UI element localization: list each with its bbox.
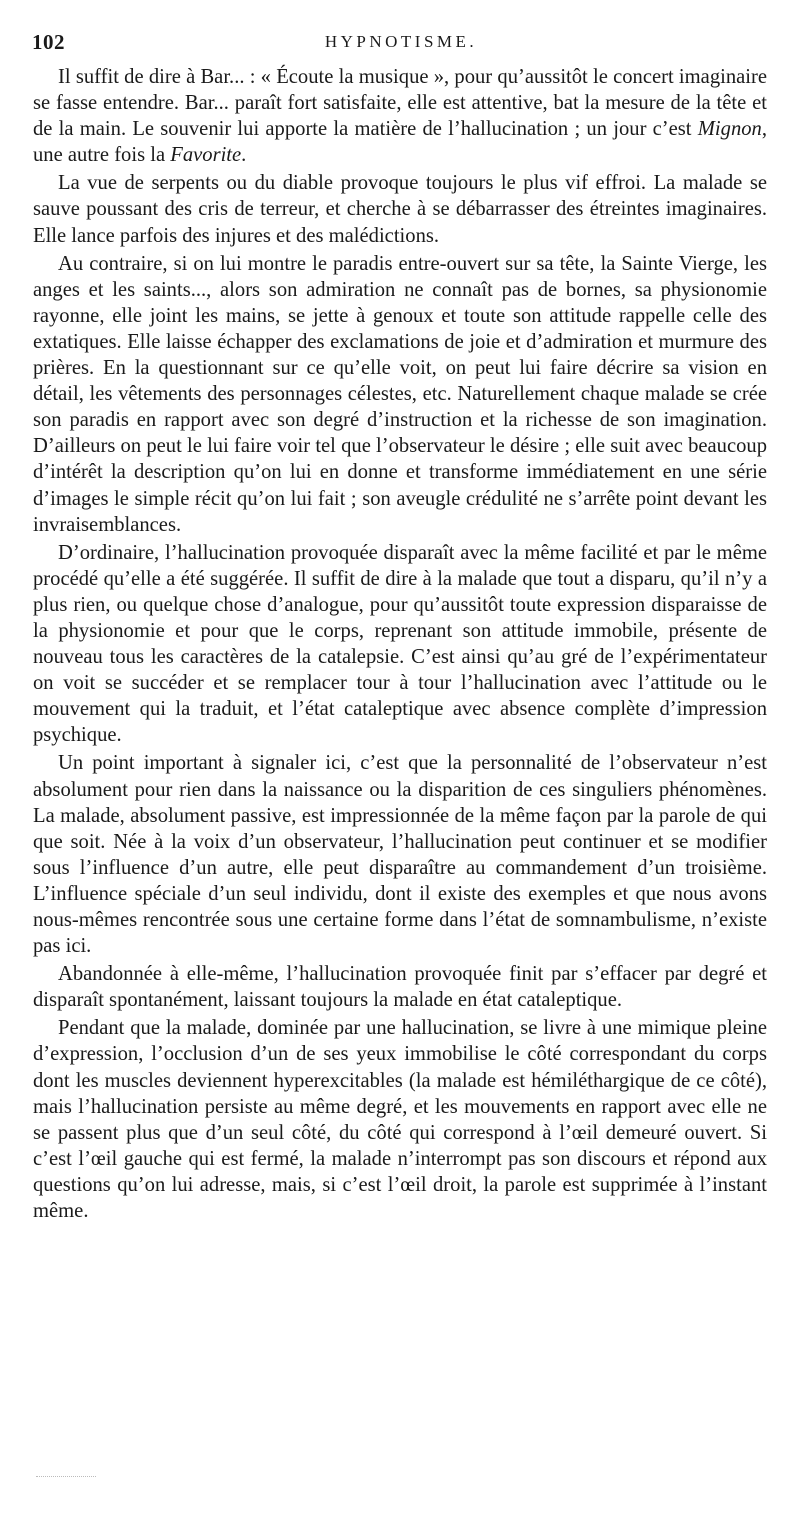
running-title: HYPNOTISME. (324, 32, 478, 51)
text-run: Au contraire, si on lui montre le paradis entre-ouvert sur sa tête, la Sainte Vierge, les anges et les saints..., alors son admiration ne connaît pas de bornes, sa physionomie rayonne, elle joint les mains, se jette à genoux et toute son attitude rappelle celle des extatiques. Elle laisse échapper des exclamations de joie et d’admiration et murmure des prières. En la questionnant sur ce qu’elle voit, on peut lui faire décrire sa vision en détail, les vêtements des personnages célestes, etc. Naturellement chaque malade se crée son paradis en rapport avec son degré d’instruction et la richesse de son imagination. D’ailleurs on peut le lui faire voir tel que l’observateur le désire ; elle suit avec beaucoup d’intérêt la description qu’on lui en donne et transforme immédiatement en une série d’images le simple récit qu’on lui fait ; son aveugle crédulité ne s’arrête point devant les invraisemblances. (33, 252, 767, 536)
paragraph (33, 251, 767, 538)
footer-mark (36, 1476, 96, 1479)
text-run: Abandonnée à elle-même, l’hallucination provoquée finit par s’effacer par degré et disparaît spontanément, laissant toujours la malade en état cataleptique. (33, 963, 767, 1012)
italic-title: Favorite (170, 144, 242, 167)
text-run: La vue de serpents ou du diable provoque toujours le plus vif effroi. La malade se sauve poussant des cris de terreur, et cherche à se débarrasser des étreintes imaginaires. Elle lance parfois des injures et des malédictions. (33, 172, 767, 247)
text-run: , une autre fois la (33, 118, 767, 167)
text-run: Un point important à signaler ici, c’est que la personnalité de l’observateur n’est absolument pour rien dans la naissance ou la disparition de ces singuliers phénomènes. La malade, absolument passive, est impressionnée de la même façon par la parole de qui que soit. Née à la voix d’un observateur, l’hallucination peut continuer et se modifier sous l’influence d’un autre, elle peut disparaître au commandement d’un troisième. L’influence spéciale d’un seul individu, dont il existe des exemples et que nous avons nous-mêmes rencontrée sous une certaine forme dans l’état de somnambulisme, n’existe pas ici. (33, 752, 767, 958)
italic-title: Mignon (697, 118, 762, 141)
text-run: D’ordinaire, l’hallucination provoquée disparaît avec la même facilité et par le même procédé qu’elle a été suggérée. Il suffit de dire à la malade que tout a disparu, qu’il n’y a plus rien, ou quelque chose d’analogue, pour qu’aussitôt toute expression disparaisse de la physionomie et pour que le corps, reprenant son attitude immobile, présente de nouveau tous les caractères de la catalepsie. C’est ainsi qu’au gré de l’expérimentateur on voit se succéder et se remplacer tour à tour l’hallucination avec l’attitude ou le mouvement qui la traduit, et l’état cataleptique avec absence complète d’impression psychique. (33, 541, 767, 747)
paragraph (33, 170, 767, 248)
text-run: Pendant que la malade, dominée par une hallucination, se livre à une mimique pleine d’expression, l’occlusion d’un de ses yeux immobilise le côté correspondant du corps dont les muscles deviennent hyperexcitables (la malade est hémiléthargique de ce côté), mais l’hallucination persiste au même degré, et les mouvements en rapport avec elle ne se passent plus que d’un seul côté, du côté qui correspond à l’œil demeuré ouvert. Si c’est l’œil gauche qui est fermé, la malade n’interrompt pas son discours et répond aux questions qu’on lui adresse, mais, si c’est l’œil droit, la parole est supprimée à l’instant même. (33, 1017, 767, 1223)
paragraph (33, 64, 767, 168)
page-number: 102 (32, 30, 65, 54)
running-head (32, 30, 770, 58)
text-run: Il suffit de dire à Bar... : « Écoute la musique », pour qu’aussitôt le concert imaginaire se fasse entendre. Bar... paraît fort satisfaite, elle est attentive, bat la mesure de la tête et de la main. Le souvenir lui apporte la matière de l’hallucination ; un jour c’est (33, 66, 767, 141)
body-text (33, 64, 767, 1224)
paragraph (33, 540, 767, 749)
paragraph (33, 961, 767, 1013)
paragraph (33, 750, 767, 959)
paragraph (33, 1015, 767, 1224)
text-run: . (241, 144, 247, 167)
